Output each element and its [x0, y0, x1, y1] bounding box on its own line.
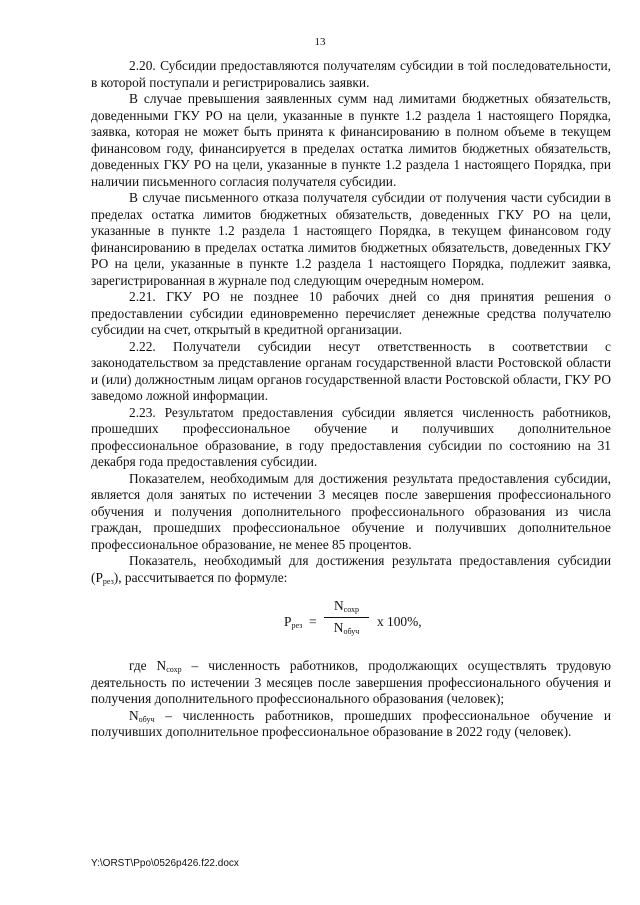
formula-lhs: $Р_{рез}$: [284, 614, 303, 630]
formula-denominator: $N_{обуч}$: [333, 619, 360, 636]
paragraph-overlimit: В случае превышения заявленных сумм над лимитами бюджетных обязательств, доведенными ГКУ РО на цели, указанные в пункте 1.2 раздела 1 настоящего Порядка, заявка, которая не может быть принята к финансированию в полном объеме в текущем финансовом году, финансируется в пределах остатка лимитов бюджетных обязательств, доведенных ГКУ РО на цели, указанные в пункте 1.2 раздела 1 настоящего Порядка, при наличии письменного согласия получателя субсидии.: [91, 91, 611, 189]
paragraph-2-20: 2.20. Субсидии предоставляются получателям субсидии в той последовательности, в которой поступали и регистрировались заявки.: [91, 58, 611, 90]
paragraph-2-21: 2.21. ГКУ РО не позднее 10 рабочих дней со дня принятия решения о предоставлении субсидии единовременно перечисляет денежные средства получателю субсидии на счет, открытый в кредитной организации.: [91, 289, 611, 337]
formula-numerator: $N_{сохр}$: [324, 598, 369, 618]
formula-fraction: [324, 598, 369, 636]
document-body: [91, 58, 611, 741]
paragraph-2-22: 2.22. Получатели субсидии несут ответственность в соответствии с законодательством за представление органам государственной власти Ростовской области и (или) должностным лицам органов государственной власти Ростовской области, ГКУ РО заведомо ложной информации.: [91, 338, 611, 403]
formula-multiplier: x 100%,: [377, 614, 422, 629]
definition-nobuch: $N_{обуч}$ – численность работников, прошедших профессиональное обучение и получивших дополнительное профессиональное образование в 2022 году (человек).: [91, 707, 611, 739]
formula-equals: =: [309, 614, 317, 629]
paragraph-2-23: 2.23. Результатом предоставления субсидии является численность работников, прошедших профессиональное обучение и получивших дополнительное профессиональное образование, в году предоставления субсидии по состоянию на 31 декабря года предоставления субсидии.: [91, 404, 611, 469]
page-number: 13: [314, 36, 326, 48]
file-path-footer: Y:\ORST\Ppo\0526p426.f22.docx: [91, 858, 239, 869]
paragraph-indicator: Показателем, необходимым для достижения результата предоставления субсидии, является доля занятых по истечении 3 месяцев после завершения профессионального обучения и получения дополнительного профессионального образования из числа граждан, прошедших профессиональное обучение и получивших дополнительное профессиональное образование, не менее 85 процентов.: [91, 470, 611, 552]
paragraph-formula-intro: Показатель, необходимый для достижения результата предоставления субсидии $(Р_{рез})$, рассчитывается по формуле:: [91, 553, 611, 586]
paragraph-refusal: В случае письменного отказа получателя субсидии от получения части субсидии в пределах остатка лимитов бюджетных обязательств, доведенных ГКУ РО на цели, указанные в пункте 1.2 раздела 1 настоящего Порядка, в текущем финансовом году финансированию в пределах остатка лимитов бюджетных обязательств, доведенных ГКУ РО на цели, указанные в пункте 1.2 раздела 1 настоящего Порядка, подлежит заявка, зарегистрированная в журнале под следующим очередным номером.: [91, 190, 611, 288]
definition-nsokhr: где $N_{сохр}$ – численность работников, продолжающих осуществлять трудовую деятельность по истечении 3 месяцев после завершения профессионального обучения и получения дополнительного профессионального образования (человек);: [91, 658, 611, 706]
formula: [91, 594, 611, 652]
